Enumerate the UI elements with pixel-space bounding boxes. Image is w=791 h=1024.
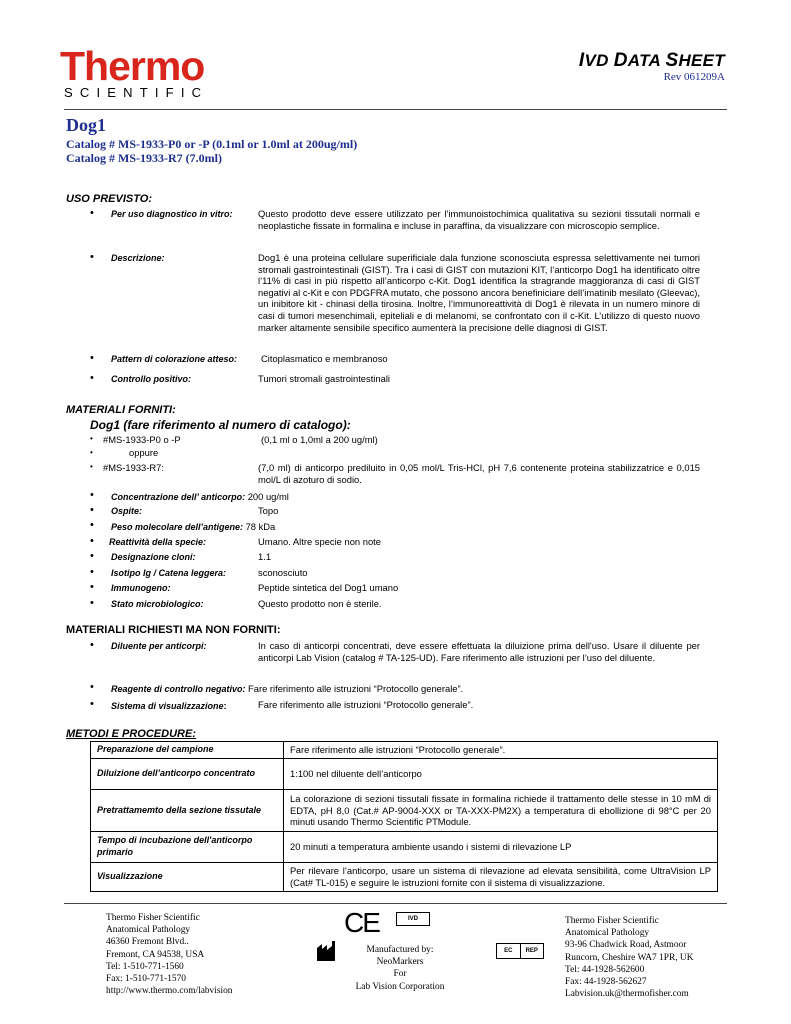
- materiali-forniti-heading: MATERIALI FORNITI:: [66, 404, 176, 416]
- method-key: Pretrattamemto della sezione tissutale: [91, 790, 284, 832]
- footer-manufacturer: Manufactured by: NeoMarkers For Lab Vision Corporation: [355, 945, 445, 992]
- method-value: Fare riferimento alle istruzioni “Protocollo generale”.: [284, 742, 718, 759]
- thermo-logo: Thermo: [60, 43, 205, 89]
- footer-uk-address: Thermo Fisher Scientific Anatomical Pathology 93-96 Chadwick Road, Astmoor Runcorn, Cheshire WA7 1PR, UK Tel: 44-1928-562600 Fax: 44-1928-562627 Labvision.uk@thermofisher.com: [565, 916, 694, 1000]
- designazione-value: 1.1: [258, 551, 272, 562]
- catalog-number-2: Catalog # MS-1933-R7 (7.0ml): [66, 151, 222, 165]
- method-value: 1:100 nel diluente dell’anticorpo: [284, 759, 718, 790]
- ivd-symbol-icon: IVD: [396, 912, 430, 926]
- method-key: Visualizzazione: [91, 863, 284, 892]
- oppure-text: oppure: [129, 447, 159, 458]
- bullet: •: [90, 535, 94, 547]
- revision-number: Rev 061209A: [663, 71, 725, 83]
- designazione-label: Designazione cloni:: [111, 552, 196, 562]
- diluente-label: Diluente per anticorpi:: [111, 641, 207, 651]
- bullet: •: [90, 681, 94, 693]
- method-value: 20 minuti a temperatura ambiente usando i sistemi di rilevazione LP: [284, 832, 718, 863]
- sistema-label: Sistema di visualizzazione:: [111, 700, 227, 711]
- uso-value-descrizione: Dog1 è una proteina cellulare superificiale dala funzione sconosciuta espressa selettivamente nei tumori stromali gastrointestinali (GIST). Tra i casi di GIST con mutazioni KIT, l’anticorpo Dog1 ha identificato oltre l’11% di casi in più rispetto all’anticorpo c-Kit. Dog1 identifica la stragrande maggioranza di casi di GIST negativi al c-Kit e con PDGFRA mutato, che possono ancora benefiniciare dell’imatinib mesilato (Gleevac), un inibitore kit - chinasi della tirosina. Inoltre, l’immunoreattività di Dog1 è rilevata in un numero minore di casi di tumori mesenchimali, epiteliali e di melanomi, se confrontato con il c-Kit. L’utilizzo di questo nuovo marker altamente sensibile specifico aumenterà la precisione delle diagnosi di GIST.: [258, 252, 700, 333]
- peso-label: Peso molecolare dell’antigene: 78 kDa: [111, 521, 276, 532]
- bullet: •: [90, 462, 93, 471]
- footer-divider: [64, 903, 727, 904]
- reattivita-label: Reattività della specie:: [109, 537, 207, 547]
- header-divider: [64, 109, 727, 110]
- bullet: •: [90, 550, 94, 562]
- stato-value: Questo prodotto non è sterile.: [258, 598, 382, 609]
- immunogeno-value: Peptide sintetica del Dog1 umano: [258, 582, 399, 593]
- table-row: [91, 863, 718, 892]
- method-key: Preparazione del campione: [91, 742, 284, 759]
- uso-value-controllo: Tumori stromali gastrointestinali: [258, 373, 390, 384]
- ec-rep-symbol-icon: EC REP: [496, 943, 544, 959]
- catalog-p0-value: (0,1 ml o 1,0ml a 200 ug/ml): [261, 434, 378, 445]
- methods-table: [90, 741, 718, 892]
- uso-label-controllo: Controllo positivo:: [111, 374, 191, 384]
- materiali-subheading: Dog1 (fare riferimento al numero di catalogo):: [90, 418, 351, 432]
- ce-mark-icon: CE: [344, 907, 379, 938]
- immunogeno-label: Immunogeno:: [111, 583, 171, 593]
- scientific-logo-text: SCIENTIFIC: [64, 85, 209, 100]
- uso-label-diagnostico: Per uso diagnostico in vitro:: [111, 209, 233, 219]
- footer-website-link[interactable]: http://www.thermo.com/labvision: [106, 986, 233, 997]
- concentrazione-value: 200 ug/ml: [247, 491, 289, 502]
- stato-label: Stato microbiologico:: [111, 599, 204, 609]
- bullet: •: [90, 698, 94, 710]
- bullet: •: [90, 434, 93, 443]
- bullet: •: [90, 519, 94, 531]
- catalog-r7-value: (7,0 ml) di anticorpo prediluito in 0,05 mol/L Tris-HCl, pH 7,6 contenente proteina stabilizzatrice e 0,015 mol/L di azoturo di sodio.: [258, 462, 700, 485]
- ospite-label: Ospite:: [111, 506, 143, 516]
- catalog-p0-label: #MS-1933-P0 o -P: [103, 434, 181, 445]
- bullet: •: [90, 352, 94, 364]
- table-row: [91, 790, 718, 832]
- reagente-value: Fare riferimento alle istruzioni “Protocollo generale”.: [248, 683, 464, 694]
- footer-us-address: Thermo Fisher Scientific Anatomical Pathology 46360 Fremont Blvd.. Fremont, CA 94538, USA Tel: 1-510-771-1560 Fax: 1-510-771-1570 http://www.thermo.com/labvision: [106, 913, 233, 997]
- peso-value: 78 kDa: [245, 521, 276, 532]
- uso-value-pattern: Citoplasmatico e membranoso: [261, 353, 388, 364]
- bullet: •: [90, 581, 94, 593]
- isotipo-label: Isotipo Ig / Catena leggera:: [111, 568, 227, 578]
- method-value: Per rilevare l’anticorpo, usare un sistema di rilevazione ad elevata sensibilità, come UltraVision LP (Cat# TL-015) e seguire le istruzioni fornite con il sistema di visualizzazione.: [284, 863, 718, 892]
- uso-label-pattern: Pattern di colorazione atteso:: [111, 354, 238, 364]
- diluente-value: In caso di anticorpi concentrati, deve essere effettuata la diluizione prima dell'uso. Usare il diluente per anticorpi Lab Vision (catalog # TA-125-UD). Fare riferimento alle istruzioni per l’uso del diluente.: [258, 640, 700, 663]
- bullet: •: [90, 504, 94, 516]
- bullet: •: [90, 372, 94, 384]
- materiali-richiesti-heading: MATERIALI RICHIESTI MA NON FORNITI:: [66, 624, 281, 636]
- table-row: [91, 742, 718, 759]
- sistema-value: Fare riferimento alle istruzioni “Protocollo generale”.: [258, 699, 474, 710]
- uso-label-descrizione: Descrizione:: [111, 253, 165, 263]
- catalog-r7-label: #MS-1933-R7:: [103, 462, 164, 473]
- method-value: La colorazione di sezioni tissutali fissate in formalina richiede il trattamento delle stesse in 10 mM di EDTA, pH 8,0 (Cat.# AP-9004-XXX or TA-XXX-PM2X) a temperatura di ebollizione di 98°C per 20 minuti usando Thermo Scientific PTModule.: [284, 790, 718, 832]
- reagente-label: Reagente di controllo negativo: Fare riferimento alle istruzioni “Protocollo generale”.: [111, 683, 464, 694]
- isotipo-value: sconosciuto: [258, 567, 308, 578]
- table-row: [91, 832, 718, 863]
- bullet: •: [90, 566, 94, 578]
- metodi-heading: METODI E PROCEDURE:: [66, 728, 196, 740]
- bullet: •: [90, 597, 94, 609]
- catalog-number-1: Catalog # MS-1933-P0 or -P (0.1ml or 1.0ml at 200ug/ml): [66, 137, 358, 151]
- document-type-title: IVD DATA SHEET: [578, 50, 725, 71]
- concentrazione-label: Concentrazione dell’ anticorpo: 200 ug/ml: [111, 491, 289, 502]
- manufacturer-icon: [316, 940, 336, 962]
- bullet: •: [90, 448, 93, 457]
- table-row: [91, 759, 718, 790]
- method-key: Diluizione dell’anticorpo concentrato: [91, 759, 284, 790]
- footer-email-link[interactable]: Labvision.uk@thermofisher.com: [565, 989, 689, 1000]
- uso-previsto-heading: USO PREVISTO:: [66, 193, 152, 205]
- method-key: Tempo di incubazione dell'anticorpo primario: [91, 832, 284, 863]
- bullet: •: [90, 489, 94, 501]
- product-name: Dog1: [66, 115, 106, 135]
- bullet: •: [90, 639, 94, 651]
- ospite-value: Topo: [258, 505, 279, 516]
- uso-value-diagnostico: Questo prodotto deve essere utilizzato per l'immunoistochimica qualitativa su sezioni tissutali normali e neoplastiche fissate in formalina e incluse in paraffina, da visualizzare con microscopio semplice.: [258, 208, 700, 231]
- bullet: •: [90, 251, 94, 263]
- bullet: •: [90, 207, 94, 219]
- reattivita-value: Umano. Altre specie non note: [258, 536, 381, 547]
